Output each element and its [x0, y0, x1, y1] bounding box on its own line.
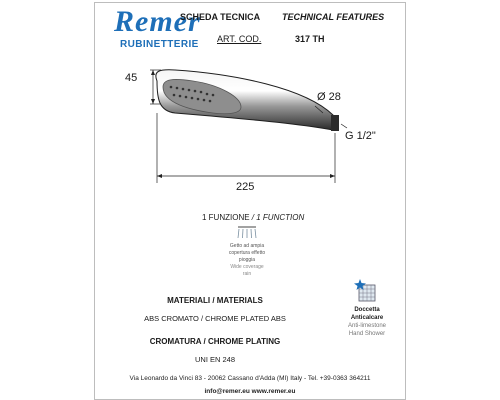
function-description [213, 243, 281, 278]
anti-limestone-label [337, 306, 397, 338]
art-code-value: 317 TH [295, 34, 325, 44]
function-desc-it-1: Getto ad ampia [229, 243, 265, 249]
badge-en-1: Anti-limestone [347, 323, 386, 329]
anti-limestone-icon [353, 279, 379, 303]
function-desc-it-3: pioggia [238, 257, 256, 263]
plating-standard: UNI EN 248 [194, 355, 236, 364]
materials-title: MATERIALI / MATERIALS [167, 296, 263, 305]
function-desc-en-1: Wide coverage [230, 264, 264, 270]
function-title [202, 213, 304, 222]
dimension-height: 45 [125, 72, 138, 84]
rain-spray-icon [236, 226, 258, 240]
hand-shower-drawing [95, 3, 405, 203]
art-code-label: ART. COD. [217, 34, 262, 44]
dimension-length: 225 [236, 181, 255, 193]
thread-connector [331, 115, 339, 131]
badge-it-2: Anticalcare [350, 315, 384, 321]
materials-value: ABS CROMATO / CHROME PLATED ABS [144, 314, 286, 323]
function-title-en: / 1 FUNCTION [251, 213, 305, 222]
badge-it-1: Doccetta [354, 307, 380, 313]
brand-subtitle: RUBINETTERIE [120, 39, 199, 50]
function-desc-en-2: rain [242, 271, 252, 277]
technical-features-title: TECHNICAL FEATURES [282, 12, 385, 22]
plating-title: CROMATURA / CHROME PLATING [149, 337, 281, 346]
scheda-tecnica-title: SCHEDA TECNICA [180, 12, 261, 22]
dimension-diameter: Ø 28 [317, 91, 341, 103]
function-desc-it-2: copertura effetto [228, 250, 266, 256]
footer-address: Via Leonardo da Vinci 83 - 20062 Cassano d'Adda (MI) Italy - Tel. +39-0363 364211 [129, 375, 371, 382]
brand-logo: Remer [114, 5, 201, 38]
dimension-thread: G 1/2" [345, 130, 376, 142]
technical-sheet [94, 2, 406, 400]
badge-en-2: Hand Shower [348, 331, 386, 337]
footer-contact: info@remer.eu www.remer.eu [204, 388, 296, 395]
function-title-it: 1 FUNZIONE [202, 213, 250, 222]
